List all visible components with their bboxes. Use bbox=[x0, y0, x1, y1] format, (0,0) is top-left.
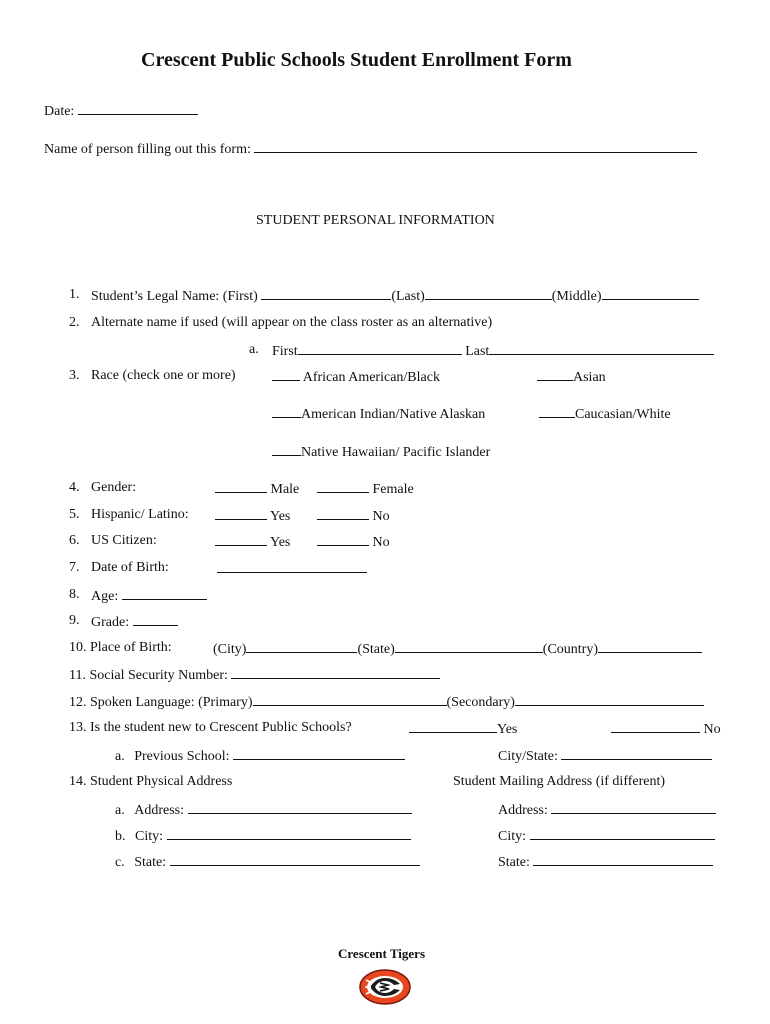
q14-row bbox=[69, 774, 232, 790]
race-asian-label: Asian bbox=[573, 370, 606, 385]
physical-city-field[interactable] bbox=[167, 827, 411, 840]
ssn-field[interactable] bbox=[231, 666, 440, 679]
hispanic-no-checkbox[interactable] bbox=[317, 507, 369, 520]
race-caucasian-checkbox[interactable] bbox=[539, 405, 575, 418]
gender-male-label: Male bbox=[270, 482, 300, 497]
citizen-no-checkbox[interactable] bbox=[317, 533, 369, 546]
race-caucasian-label: Caucasian/White bbox=[575, 407, 671, 422]
new-student-no-checkbox[interactable] bbox=[611, 720, 700, 733]
physical-state-label: State: bbox=[134, 855, 167, 870]
q3-num: 3. bbox=[69, 368, 80, 383]
race-african-american-checkbox[interactable] bbox=[272, 368, 300, 381]
q12-num: 12. bbox=[69, 695, 87, 710]
new-student-no-label: No bbox=[703, 722, 721, 737]
prev-school-label: Previous School: bbox=[134, 749, 230, 764]
hispanic-yes-label: Yes bbox=[269, 509, 291, 524]
alt-first-label: First bbox=[272, 344, 298, 359]
race-option-african-american bbox=[272, 368, 440, 386]
prev-school-field[interactable] bbox=[233, 747, 405, 760]
citizen-no-label: No bbox=[372, 535, 390, 550]
physical-state-row bbox=[115, 853, 420, 871]
q2-label: Alternate name if used (will appear on the class roster as an alternative) bbox=[91, 315, 493, 330]
physical-address-field[interactable] bbox=[188, 801, 412, 814]
secondary-language-label: (Secondary) bbox=[446, 695, 515, 710]
q10-fields bbox=[213, 640, 702, 658]
date-field[interactable] bbox=[78, 102, 198, 115]
race-pacific-islander-label: Native Hawaiian/ Pacific Islander bbox=[301, 445, 491, 460]
q13-label: Is the student new to Crescent Public Schools? bbox=[90, 720, 352, 735]
filler-label: Name of person filling out this form: bbox=[44, 142, 251, 157]
q4-label: Gender: bbox=[91, 480, 137, 495]
mailing-address-label: Address: bbox=[498, 803, 548, 818]
citizen-yes-option bbox=[215, 533, 290, 551]
physical-state-field[interactable] bbox=[170, 853, 420, 866]
q13a-num: a. bbox=[115, 749, 125, 764]
form-title: Crescent Public Schools Student Enrollment Form bbox=[141, 49, 572, 71]
gender-male-option bbox=[215, 480, 299, 498]
q9-label: Grade: bbox=[91, 615, 130, 630]
age-field[interactable] bbox=[122, 587, 207, 600]
filler-row bbox=[44, 140, 697, 158]
q2-num: 2. bbox=[69, 315, 80, 330]
q10-label: Place of Birth: bbox=[90, 640, 172, 655]
physical-address-label: Address: bbox=[134, 803, 184, 818]
race-asian-checkbox[interactable] bbox=[537, 368, 573, 381]
q4-num: 4. bbox=[69, 480, 80, 495]
hispanic-no-option bbox=[317, 507, 390, 525]
q11-row bbox=[69, 666, 440, 684]
q14a-num: a. bbox=[115, 803, 125, 818]
q10-num: 10. bbox=[69, 640, 87, 655]
q12-label: Spoken Language: (Primary) bbox=[90, 695, 253, 710]
q10-row-label bbox=[69, 640, 172, 656]
race-pacific-islander-checkbox[interactable] bbox=[272, 443, 301, 456]
race-american-indian-label: American Indian/Native Alaskan bbox=[301, 407, 486, 422]
mailing-city-label: City: bbox=[498, 829, 527, 844]
race-african-american-label: African American/Black bbox=[302, 370, 440, 385]
birth-city-label: (City) bbox=[213, 642, 247, 657]
footer-caption: Crescent Tigers bbox=[338, 946, 426, 961]
birth-state-field[interactable] bbox=[395, 640, 543, 653]
hispanic-yes-checkbox[interactable] bbox=[215, 507, 267, 520]
date-row bbox=[44, 102, 198, 120]
q3-label: Race (check one or more) bbox=[91, 368, 236, 383]
q13-num: 13. bbox=[69, 720, 87, 735]
mailing-state-field[interactable] bbox=[533, 853, 713, 866]
mailing-address-heading: Student Mailing Address (if different) bbox=[453, 774, 666, 789]
q14-label: Student Physical Address bbox=[90, 774, 233, 789]
date-label: Date: bbox=[44, 104, 75, 119]
prev-school-row bbox=[115, 747, 405, 765]
race-american-indian-checkbox[interactable] bbox=[272, 405, 301, 418]
mailing-city-field[interactable] bbox=[530, 827, 715, 840]
filler-name-field[interactable] bbox=[254, 140, 697, 153]
citizen-no-option bbox=[317, 533, 390, 551]
mailing-state-label: State: bbox=[498, 855, 530, 870]
physical-address-row bbox=[115, 801, 412, 819]
q5-label: Hispanic/ Latino: bbox=[91, 507, 189, 522]
gender-male-checkbox[interactable] bbox=[215, 480, 267, 493]
q6-num: 6. bbox=[69, 533, 80, 548]
alt-last-field[interactable] bbox=[489, 342, 714, 355]
hispanic-yes-option bbox=[215, 507, 290, 525]
city-state-label: City/State: bbox=[498, 749, 558, 764]
first-name-field[interactable] bbox=[261, 287, 391, 300]
race-option-caucasian bbox=[539, 405, 671, 423]
section-heading: STUDENT PERSONAL INFORMATION bbox=[256, 213, 495, 228]
physical-city-label: City: bbox=[135, 829, 164, 844]
birth-country-field[interactable] bbox=[598, 640, 702, 653]
alt-last-label: Last bbox=[465, 344, 490, 359]
last-name-field[interactable] bbox=[425, 287, 552, 300]
dob-row bbox=[217, 560, 367, 578]
gender-female-option bbox=[317, 480, 414, 498]
q8-label: Age: bbox=[91, 589, 119, 604]
q7-num: 7. bbox=[69, 560, 80, 575]
q5-num: 5. bbox=[69, 507, 80, 522]
race-option-asian bbox=[537, 368, 606, 386]
q1-last-label: (Last) bbox=[391, 289, 425, 304]
mailing-address-field[interactable] bbox=[551, 801, 716, 814]
gender-female-label: Female bbox=[372, 482, 414, 497]
hispanic-no-label: No bbox=[372, 509, 390, 524]
grade-field[interactable] bbox=[133, 613, 178, 626]
prev-city-state-row bbox=[498, 747, 712, 765]
mailing-state-row bbox=[498, 853, 713, 871]
birth-country-label: (Country) bbox=[542, 642, 598, 657]
q7-label: Date of Birth: bbox=[91, 560, 169, 575]
birth-city-field[interactable] bbox=[246, 640, 357, 653]
q11-num: 11. bbox=[69, 668, 86, 683]
q6-label: US Citizen: bbox=[91, 533, 157, 548]
citizen-yes-checkbox[interactable] bbox=[215, 533, 267, 546]
q14-num: 14. bbox=[69, 774, 87, 789]
q2-sub-num: a. bbox=[249, 342, 259, 357]
q1-num: 1. bbox=[69, 287, 80, 302]
new-student-no-option bbox=[611, 720, 721, 738]
q2a-row bbox=[272, 342, 714, 360]
q8-num: 8. bbox=[69, 587, 80, 602]
q14c-num: c. bbox=[115, 855, 125, 870]
tiger-logo-icon bbox=[358, 968, 412, 1006]
dob-field[interactable] bbox=[217, 560, 367, 573]
secondary-language-field[interactable] bbox=[515, 693, 704, 706]
q12-row bbox=[69, 693, 704, 711]
race-option-american-indian bbox=[272, 405, 485, 423]
q1-middle-label: (Middle) bbox=[551, 289, 602, 304]
q8-row bbox=[91, 587, 207, 605]
new-student-yes-option bbox=[409, 720, 517, 738]
q13-row bbox=[69, 720, 352, 736]
q11-label: Social Security Number: bbox=[89, 668, 228, 683]
q14b-num: b. bbox=[115, 829, 126, 844]
q9-row bbox=[91, 613, 178, 631]
gender-female-checkbox[interactable] bbox=[317, 480, 369, 493]
new-student-yes-checkbox[interactable] bbox=[409, 720, 497, 733]
primary-language-field[interactable] bbox=[253, 693, 447, 706]
physical-city-row bbox=[115, 827, 411, 845]
race-option-pacific-islander bbox=[272, 443, 490, 461]
new-student-yes-label: Yes bbox=[497, 722, 518, 737]
prev-city-state-field[interactable] bbox=[561, 747, 712, 760]
q9-num: 9. bbox=[69, 613, 80, 628]
mailing-city-row bbox=[498, 827, 715, 845]
mailing-address-row bbox=[498, 801, 716, 819]
q1-label: Student’s Legal Name: (First) bbox=[91, 289, 258, 304]
birth-state-label: (State) bbox=[357, 642, 395, 657]
middle-name-field[interactable] bbox=[602, 287, 699, 300]
q1-row bbox=[91, 287, 699, 305]
alt-first-field[interactable] bbox=[298, 342, 462, 355]
citizen-yes-label: Yes bbox=[269, 535, 291, 550]
